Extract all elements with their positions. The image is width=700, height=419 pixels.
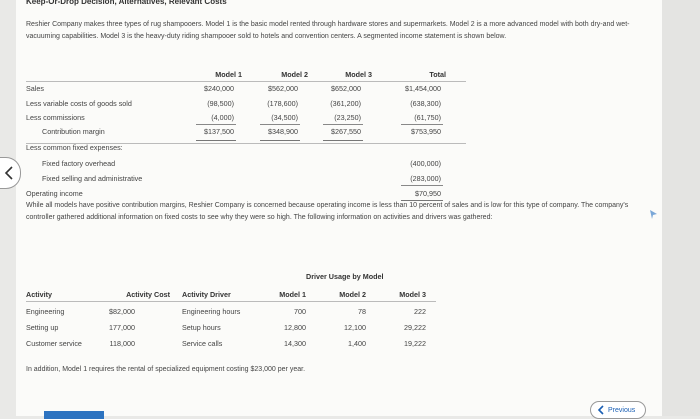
usage-model-1: 700 xyxy=(294,307,306,316)
chevron-left-icon xyxy=(4,166,14,180)
activity-driver: Service calls xyxy=(182,339,223,348)
col-header-model-2: Model 2 xyxy=(281,70,308,79)
activity-cost: 118,000 xyxy=(109,339,135,348)
row-label-operating-income: Operating income xyxy=(26,189,83,198)
chevron-left-icon xyxy=(597,405,605,415)
cell: (98,500) xyxy=(207,99,234,108)
row-label-sales: Sales xyxy=(26,84,44,93)
row-label-fixed-overhead: Fixed factory overhead xyxy=(42,159,116,168)
usage-model-2: 12,100 xyxy=(344,323,366,332)
cell: $267,550 xyxy=(331,127,361,136)
activity-cost: 177,000 xyxy=(109,323,135,332)
cell: (34,500) xyxy=(271,113,298,122)
row-label-variable-costs: Less variable costs of goods sold xyxy=(26,99,132,108)
col-header-model-1: Model 1 xyxy=(215,70,242,79)
pointer-icon xyxy=(650,210,657,219)
row-label-contribution-margin: Contribution margin xyxy=(42,127,105,136)
col-header-total: Total xyxy=(429,70,446,79)
col-header-model-3: Model 3 xyxy=(345,70,372,79)
cell: (61,750) xyxy=(414,113,441,122)
usage-model-1: 12,800 xyxy=(284,323,306,332)
col-header-activity: Activity xyxy=(26,290,52,299)
previous-label: Previous xyxy=(608,406,636,414)
usage-model-2: 78 xyxy=(358,307,366,316)
col-header-activity-driver: Activity Driver xyxy=(182,290,231,299)
cell: (400,000) xyxy=(410,159,441,168)
cell: $348,900 xyxy=(268,127,298,136)
activity-driver: Setup hours xyxy=(182,323,221,332)
cell: $137,500 xyxy=(204,127,234,136)
col-header-model-3: Model 3 xyxy=(399,290,426,299)
page-title: Keep-Or-Drop Decision, Alternatives, Relevant Costs xyxy=(26,0,227,6)
cell: $1,454,000 xyxy=(405,84,441,93)
content-panel xyxy=(16,0,662,416)
middle-paragraph: While all models have positive contribution margins, Reshier Company is concerned because operating income is less than 10 percent of sales and is low for this type of company. The company's controller gathered additional information on fixed costs to see why they were so high. The following information on activities and drivers was gathered: xyxy=(26,202,629,221)
intro-paragraph: Reshier Company makes three types of rug shampooers. Model 1 is the basic model rented through hardware stores and supermarkets. Model 2 is a more advanced model with both dry-and wet-vacuuming capabilities. Model 3 is the heavy-duty riding shampooer sold to hotels and convention centers. A segmented income statement is shown below. xyxy=(26,21,630,40)
footnote: In addition, Model 1 requires the rental of specialized equipment costing $23,000 per year. xyxy=(26,366,306,373)
cell: (23,250) xyxy=(334,113,361,122)
col-header-model-1: Model 1 xyxy=(279,290,306,299)
cell: (283,000) xyxy=(410,174,441,183)
activity-driver: Engineering hours xyxy=(182,307,241,316)
usage-model-3: 19,222 xyxy=(404,339,426,348)
cell: (178,600) xyxy=(267,99,298,108)
activity-name: Setting up xyxy=(26,323,59,332)
activity-name: Engineering xyxy=(26,307,65,316)
cell: $753,950 xyxy=(411,127,441,136)
cell: (638,300) xyxy=(410,99,441,108)
col-header-model-2: Model 2 xyxy=(339,290,366,299)
row-label-common-fixed: Less common fixed expenses: xyxy=(26,143,123,152)
usage-model-2: 1,400 xyxy=(348,339,366,348)
cell: (4,000) xyxy=(211,113,234,122)
cell: $562,000 xyxy=(268,84,298,93)
cell: (361,200) xyxy=(330,99,361,108)
activity-cost: $82,000 xyxy=(109,307,135,316)
driver-usage-header: Driver Usage by Model xyxy=(306,272,384,281)
col-header-activity-cost: Activity Cost xyxy=(126,290,170,299)
usage-model-3: 29,222 xyxy=(404,323,426,332)
cell: $240,000 xyxy=(204,84,234,93)
check-my-work-button[interactable] xyxy=(44,411,104,419)
previous-button[interactable] xyxy=(590,401,646,419)
row-label-commissions: Less commissions xyxy=(26,113,85,122)
usage-model-1: 14,300 xyxy=(284,339,306,348)
right-scroll-area xyxy=(662,0,700,416)
activity-name: Customer service xyxy=(26,339,82,348)
cell: $652,000 xyxy=(331,84,361,93)
row-label-fixed-selling: Fixed selling and administrative xyxy=(42,174,143,183)
cell: $70,950 xyxy=(415,189,441,198)
usage-model-3: 222 xyxy=(414,307,426,316)
